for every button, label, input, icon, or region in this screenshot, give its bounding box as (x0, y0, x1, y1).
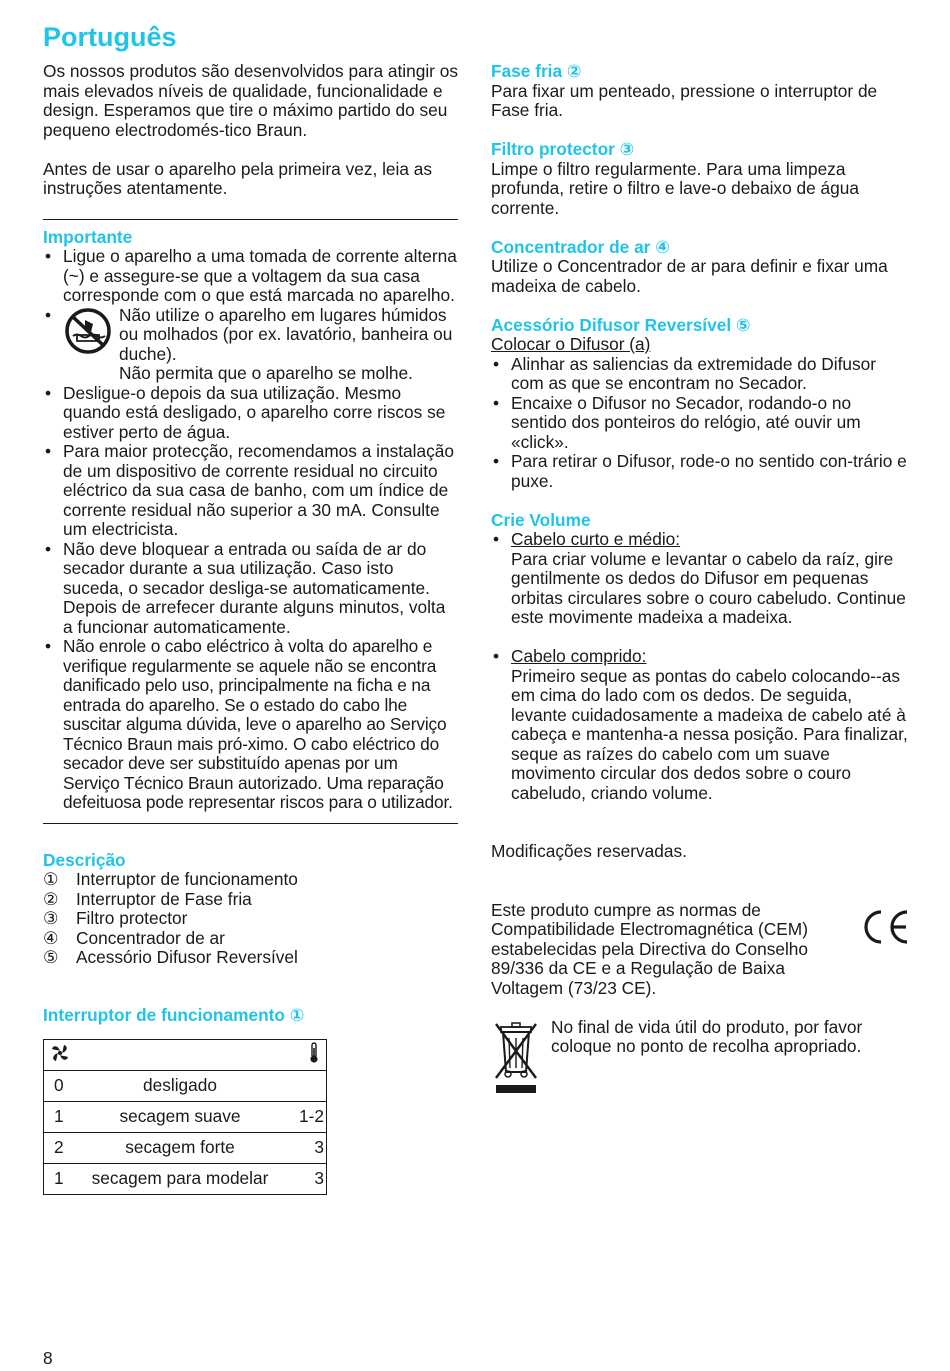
list-item: ① Interruptor de funcionamento (43, 869, 298, 889)
difusor-list (491, 355, 911, 492)
list-item: • Ligue o aparelho a uma tomada de corrente alterna (~) e assegure-se que a voltagem da sua casa corresponde com o que está marcada no aparelho. (43, 247, 458, 306)
fan-icon (50, 1043, 70, 1063)
page-title: Português (43, 22, 177, 52)
list-item: • Alinhar as saliencias da extremidade do Difusor com as que se encontram no Secador. (491, 355, 911, 394)
table-row: 1 secagem para modelar 3 (44, 1164, 327, 1195)
list-item: • Encaixe o Difusor no Secador, rodando-o no sentido dos ponteiros do relógio, até ouvir um «click». (491, 394, 911, 453)
no-water-warning-icon (63, 308, 113, 354)
table-row: 1 secagem suave 1-2 (44, 1102, 327, 1133)
concentrador-heading: Concentrador de ar ④ (491, 236, 670, 257)
list-item: ② Interruptor de Fase fria (43, 888, 252, 909)
intro-paragraph-1: Os nossos produtos são desenvolvidos para atingir os mais elevados níveis de qualidade, funcionalidade e design. Esperamos que tire o máximo partido do seu pequeno electrodomés-tico Braun. (43, 61, 458, 140)
difusor-heading: Acessório Difusor Reversível ⑤ (491, 314, 751, 335)
volume-heading: Crie Volume (491, 509, 591, 530)
filtro-heading: Filtro protector ③ (491, 139, 635, 159)
short-hair-text: Para criar volume e levantar o cabelo da raíz, gire gentilmente os dedos do Difusor em pequenas orbitas circulares sobre o couro cabeludo. Continue este movimente madeixa a madeixa. (511, 548, 906, 627)
concentrador-text: Utilize o Concentrador de ar para definir e fixar uma madeixa de cabelo. (491, 256, 888, 296)
thermometer-icon (308, 1042, 320, 1064)
filtro-text: Limpe o filtro regularmente. Para uma limpeza profunda, retire o filtro e lave-o debaixo de água corrente. (491, 158, 859, 218)
long-hair-label: • Cabelo comprido: (511, 646, 647, 666)
list-item: ④ Concentrador de ar (43, 927, 225, 948)
list-item: ⑤ Acessório Difusor Reversível (43, 947, 298, 967)
page-number: 8 (43, 1348, 53, 1368)
descricao-heading: Descrição (43, 849, 126, 870)
crossed-bin-icon (491, 1018, 541, 1098)
list-item: • Para retirar o Difusor, rode-o no sentido con-trário e puxe. (491, 452, 911, 491)
right-column (491, 62, 911, 1102)
table-row: 0 desligado (44, 1071, 327, 1102)
settings-table (43, 1039, 327, 1195)
list-item: • Desligue-o depois da sua utilização. Mesmo quando está desligado, o aparelho corre riscos se estiver perto de água. (43, 384, 458, 443)
list-item (491, 530, 911, 628)
interruptor-heading: Interruptor de funcionamento ① (43, 1004, 305, 1025)
intro-paragraph-2: Antes de usar o aparelho pela primeira vez, leia as instruções atentamente. (43, 158, 433, 198)
weee-text: No final de vida útil do produto, por favor coloque no ponto de recolha apropriado. (551, 1016, 863, 1056)
ce-mark-icon (861, 909, 911, 945)
descricao-list (43, 870, 458, 968)
left-column (43, 20, 458, 1195)
table-row: 2 secagem forte 3 (44, 1133, 327, 1164)
ce-compliance-text: Este produto cumpre as normas de Compatibilidade Electromagnética (CEM) estabelecidas pela Directiva do Conselho 89/336 da CE e a Regulação de Baixa Voltagem (73/23 CE). (491, 899, 809, 998)
water-warning-text: • Não utilize o aparelho em lugares húmidos ou molhados (por ex. lavatório, banheira ou duche). (119, 304, 453, 364)
fase-fria-text: Para fixar um penteado, pressione o interruptor de Fase fria. (491, 80, 878, 120)
water-warning-text-2: Não permita que o aparelho se molhe. (119, 363, 413, 383)
list-item: • Não enrole o cabo eléctrico à volta do aparelho e verifique regularmente se aquele não se encontra danificado pelo uso, principalmente na ficha e na entrada do aparelho. Se o estado do cabo lhe suscitar alguma dúvida, leve o aparelho ao Serviço Técnico Braun mais pró-ximo. O cabo eléctrico do secador deve ser substituído apenas por um Serviço Técnico Braun autorizado. Uma reparação defeituosa pode representar riscos para o utilizador. (43, 637, 458, 813)
table-header-row (44, 1040, 327, 1071)
volume-list (491, 530, 911, 803)
list-item: • Para maior protecção, recomendamos a instalação de um dispositivo de corrente residual no circuito eléctrico da sua casa de banho, com um índice de corrente residual não superior a 30 mA. Consulte um electricista. (43, 442, 458, 540)
list-item: • Não deve bloquear a entrada ou saída de ar do secador durante a sua utilização. Caso isto suceda, o secador desliga-se automaticamente. Depois de arrefecer durante alguns minutos, volta a funcionar automaticamente. (43, 540, 458, 638)
difusor-subheading: Colocar o Difusor (a) (491, 334, 651, 354)
fase-fria-heading: Fase fria ② (491, 61, 582, 81)
list-item (491, 647, 911, 803)
short-hair-label: • Cabelo curto e médio: (511, 529, 681, 549)
importante-heading: Importante (43, 226, 133, 247)
list-item: ③ Filtro protector (43, 908, 188, 928)
modificacoes-text: Modificações reservadas. (491, 841, 687, 861)
list-item (43, 306, 458, 384)
importante-list (43, 247, 458, 813)
long-hair-text: Primeiro seque as pontas do cabelo colocando--as em cima do lado com os dedos. De seguida, levante cuidadosamente a madeixa de cabelo até à cabeça e mantenha-a nessa posição. Para finalizar, seque as raízes do cabelo com um suave movimento circular dos dedos sobre o couro cabeludo, criando volume. (511, 665, 908, 803)
